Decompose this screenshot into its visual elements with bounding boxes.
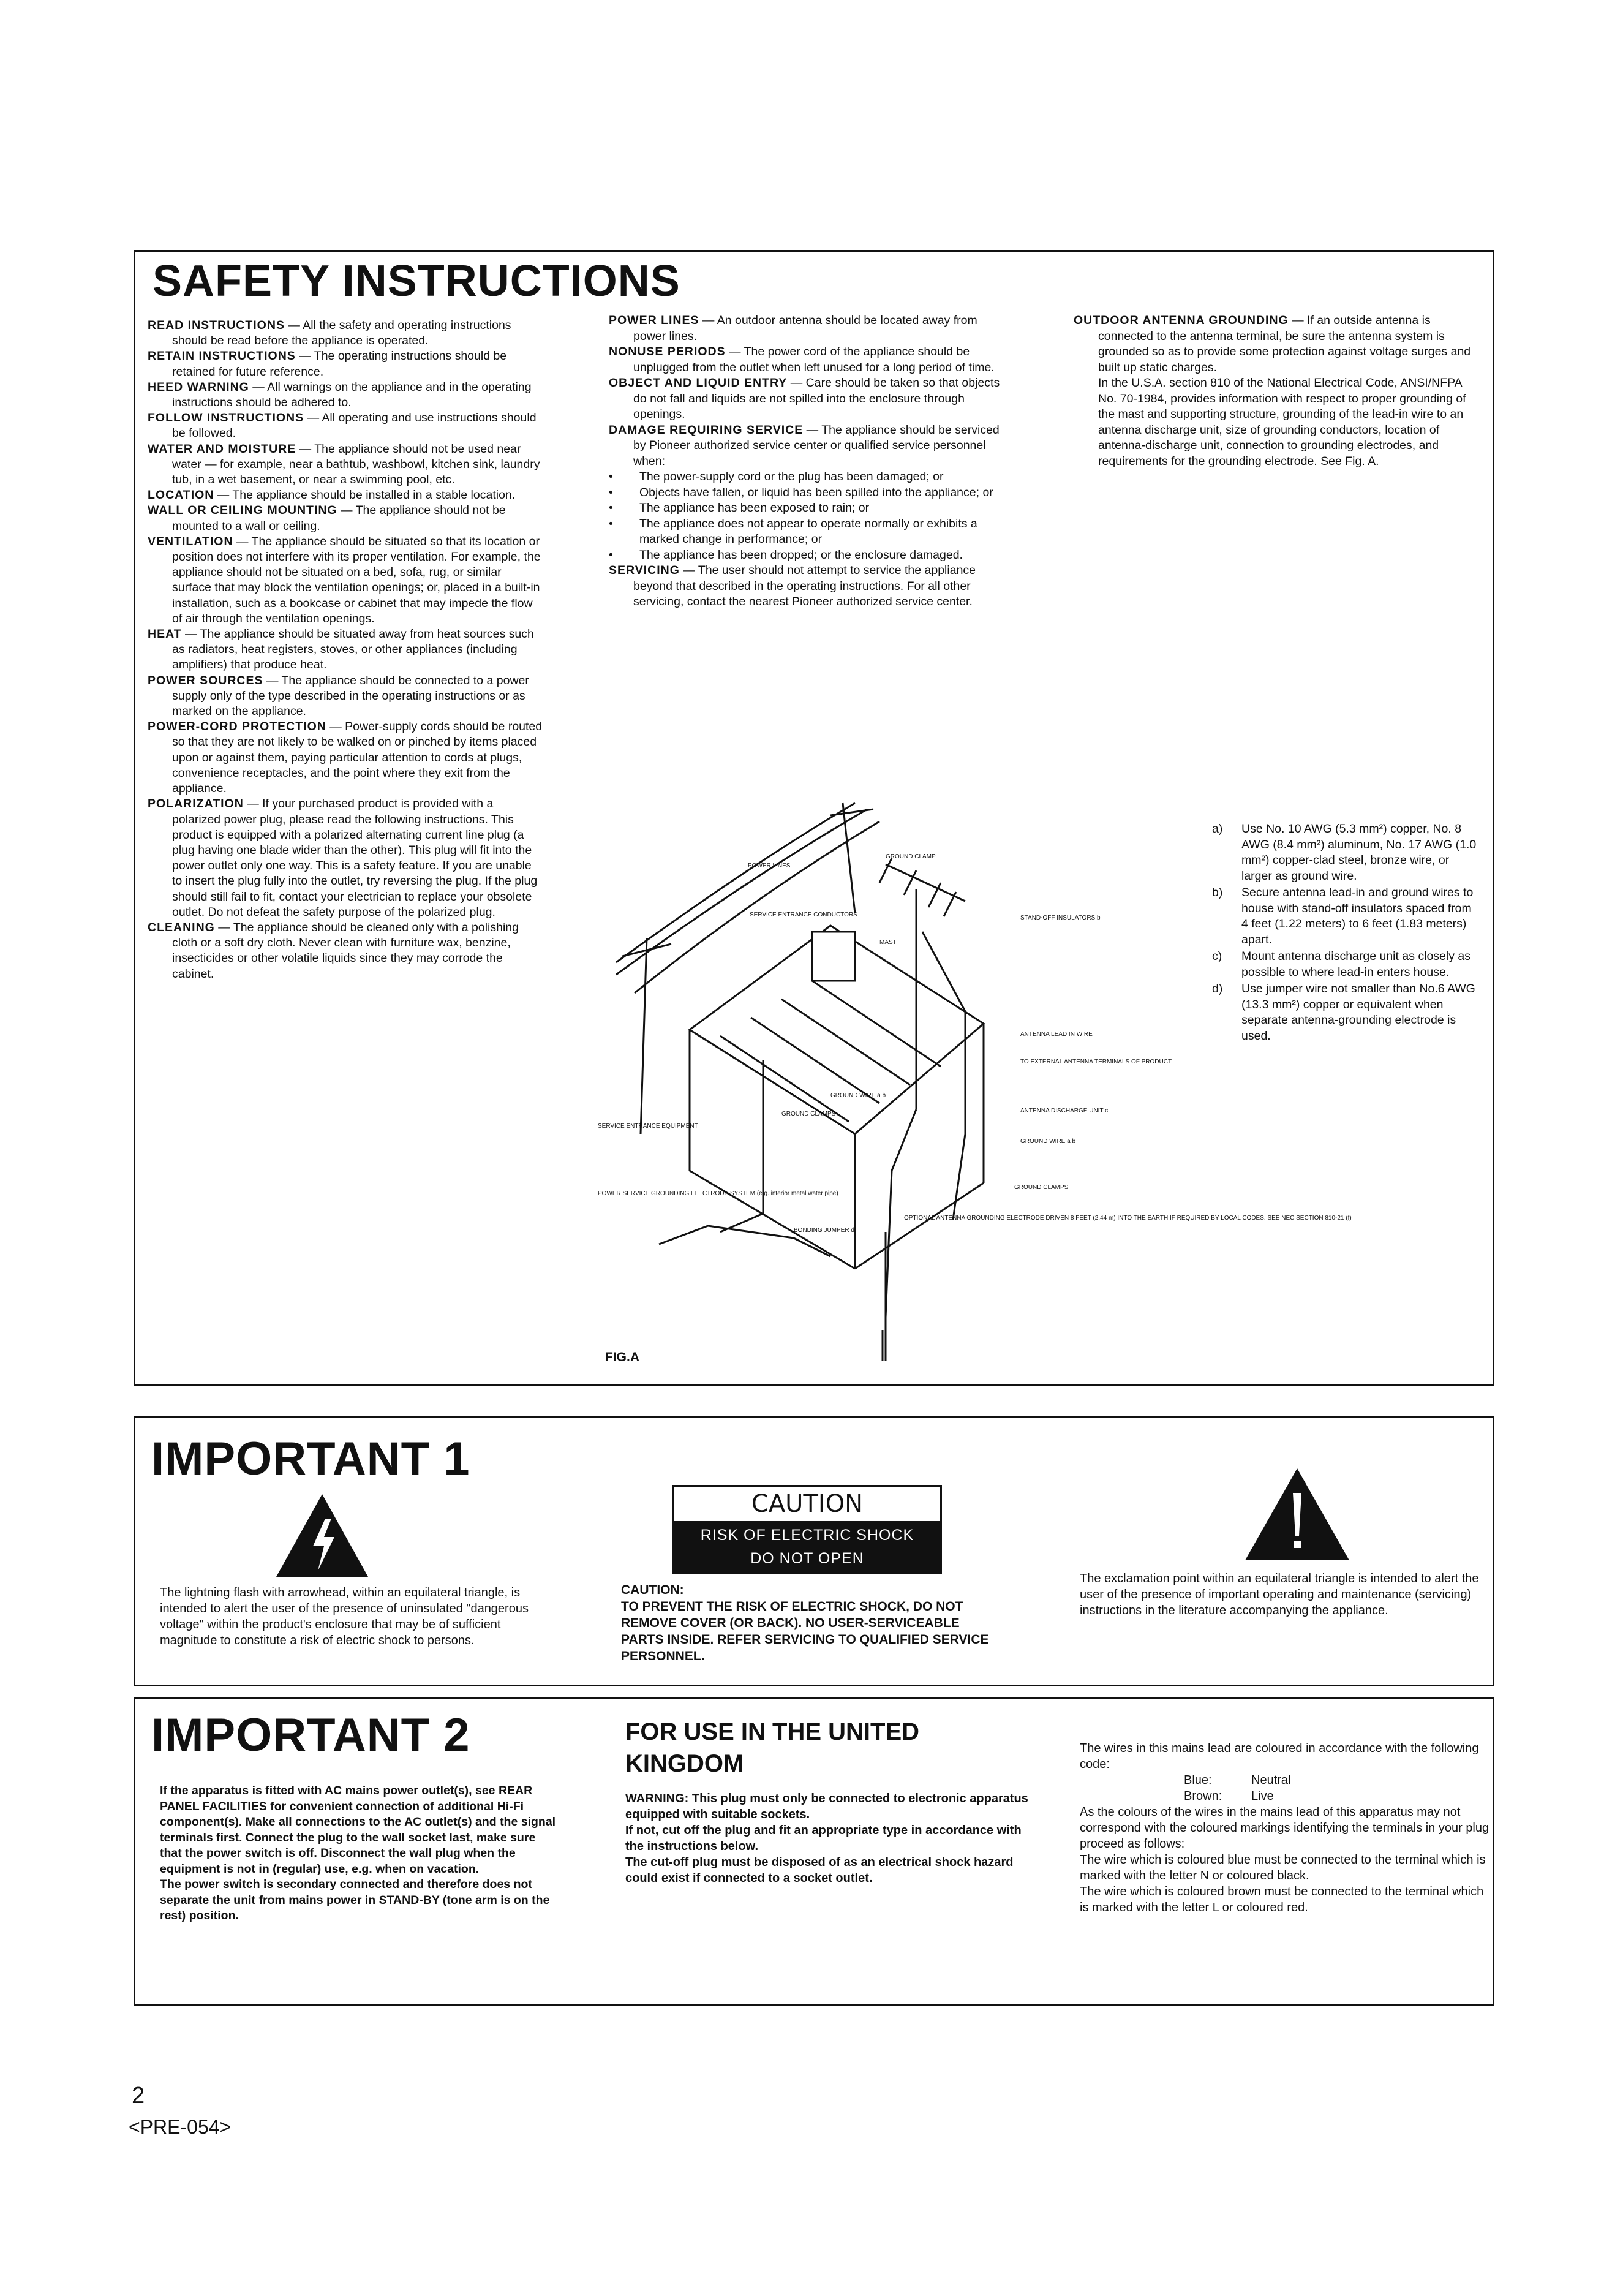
safety-instructions-box (134, 250, 1494, 1386)
label-service-equipment: SERVICE ENTRANCE EQUIPMENT (598, 1123, 698, 1130)
label-ground-wire-1: GROUND WIRE a b (830, 1092, 886, 1099)
entry-wall: WALL OR CEILING MOUNTING — The appliance should not be mounted to a wall or ceiling. (148, 504, 506, 533)
entry-nec-text: In the U.S.A. section 810 of the National Electrical Code, ANSI/NFPA No. 70-1984, provides information with respect to proper grounding of the mast and supporting structure, grounding of the lead-in wire to an antenna discharge unit, size of grounding conductors, location of antenna-discharge unit, connection to grounding electrodes, and requirements for the grounding electrode. See Fig. A. (1098, 376, 1466, 468)
entry-servicing: SERVICING — The user should not attempt to service the appliance beyond that described in the operating instructions. For all other servicing, contact the nearest Pioneer authorized service center. (609, 564, 976, 608)
safety-column-2 (609, 313, 1001, 610)
safety-column-1 (148, 318, 543, 982)
document-code: <PRE-054> (129, 2116, 232, 2138)
power-switch-paragraph: The power switch is secondary connected and therefore does not separate the unit from mains power in STAND-BY (tone arm is on the rest) position. (160, 1878, 550, 1922)
caution-label-title: CAUTION (751, 1490, 864, 1518)
important-1-box (134, 1416, 1494, 1686)
caution-label-line2: DO NOT OPEN (750, 1550, 864, 1567)
uk-title: FOR USE IN THE UNITED KINGDOM (625, 1718, 920, 1777)
safety-title: SAFETY INSTRUCTIONS (153, 257, 680, 306)
wire-brown: Brown: Live (1184, 1789, 1274, 1803)
label-to-external: TO EXTERNAL ANTENNA TERMINALS OF PRODUCT (1020, 1059, 1172, 1065)
page-number: 2 (132, 2083, 145, 2109)
label-optional-electrode: OPTIONAL ANTENNA GROUNDING ELECTRODE DRIVEN 8 FEET (2.44 m) INTO THE EARTH IF REQUIRED BY LOCAL CODES. SEE NEC SECTION 810-21 (f) (904, 1215, 1352, 1222)
note-a: a) Use No. 10 AWG (5.3 mm²) copper, No. 8 AWG (8.4 mm²) aluminum, No. 17 AWG (1.0 mm²) copper-clad steel, bronze wire, or larger as ground wire. (1212, 822, 1477, 883)
entry-ventilation: VENTILATION — The appliance should be situated so that its location or position does not interfere with its proper ventilation. For example, the appliance should not be situated on a bed, sofa, rug, or similar surface that may block the ventilation openings; or, placed in a built-in installation, such as a bookcase or cabinet that may impede the flow of air through the ventilation openings. (148, 534, 541, 625)
caution-label-line1: RISK OF ELECTRIC SHOCK (700, 1527, 914, 1544)
lightning-text: The lightning flash with arrowhead, within an equilateral triangle, is intended to alert the user of the presence of uninsulated "dangerous voltage" within the product's enclosure that may be of sufficient magnitude to constitute a risk of electric shock to persons. (160, 1586, 529, 1647)
uk-cut-off: If not, cut off the plug and fit an appropriate type in accordance with the instructions below. (625, 1824, 1022, 1853)
entry-heed: HEED WARNING — All warnings on the appliance and in the operating instructions should be adhered to. (148, 380, 532, 410)
bullet-item: • The appliance has been dropped; or the enclosure damaged. (609, 548, 963, 562)
exclamation-text: The exclamation point within an equilateral triangle is intended to alert the user of the presence of important operating and maintenance (servicing) instructions in the literature accompanying the appliance. (1080, 1572, 1479, 1617)
important-2-title: IMPORTANT 2 (151, 1709, 470, 1761)
important-2-left (160, 1783, 558, 1924)
entry-read: READ INSTRUCTIONS — All the safety and operating instructions should be read before the appliance is operated. (148, 319, 511, 348)
entry-power-sources: POWER SOURCES — The appliance should be connected to a power supply only of the type described in the operating instructions or as marked on the appliance. (148, 673, 529, 719)
entry-location: LOCATION — The appliance should be installed in a stable location. (148, 488, 516, 502)
uk-dispose: The cut-off plug must be disposed of as an electrical shock hazard could exist if connected to a socket outlet. (625, 1856, 1014, 1885)
caution-body: TO PREVENT THE RISK OF ELECTRIC SHOCK, DO NOT REMOVE COVER (OR BACK). NO USER-SERVICEABLE PARTS INSIDE. REFER SERVICING TO QUALIFIED SERVICE PERSONNEL. (621, 1599, 989, 1663)
entry-water: WATER AND MOISTURE — The appliance should not be used near water — for example, near a bathtub, washbowl, kitchen sink, laundry tub, in a wet basement, or near a swimming pool, etc. (148, 442, 540, 487)
entry-outdoor-grounding: OUTDOOR ANTENNA GROUNDING — If an outside antenna is connected to the antenna terminal, be sure the antenna system is grounded so as to provide some protection against voltage surges and built up static charges. (1074, 314, 1471, 374)
uk-warning: WARNING: This plug must only be connected to electronic apparatus equipped with suitable sockets. (625, 1792, 1028, 1821)
entry-object-liquid: OBJECT AND LIQUID ENTRY — Care should be taken so that objects do not fall and liquids are not spilled into the enclosure through openings. (609, 376, 1000, 421)
safety-column-3 (1074, 313, 1472, 469)
wires-section (1080, 1740, 1490, 1916)
important-2-box (134, 1697, 1494, 2006)
wires-intro: The wires in this mains lead are coloured in accordance with the following code: (1080, 1742, 1479, 1771)
caution-text (621, 1582, 1001, 1664)
label-power-lines: POWER LINES (748, 863, 791, 869)
important-1-title: IMPORTANT 1 (151, 1433, 470, 1485)
label-ground-wire-2: GROUND WIRE a b (1020, 1138, 1076, 1145)
lightning-triangle-icon (276, 1494, 368, 1577)
bullet-item: • The appliance has been exposed to rain; or (609, 501, 870, 515)
label-bonding: BONDING JUMPER d (794, 1227, 854, 1234)
label-mast: MAST (879, 939, 897, 946)
entry-cleaning: CLEANING — The appliance should be cleaned only with a polishing cloth or a soft dry cloth. Never clean with furniture wax, benzine, insecticides or other volatile liquids since they may corrode the cabinet. (148, 920, 519, 981)
bullet-item: • Objects have fallen, or liquid has been spilled into the appliance; or (609, 485, 993, 499)
grounding-notes (1212, 821, 1482, 1045)
label-power-service: POWER SERVICE GROUNDING ELECTRODE SYSTEM (e.g. interior metal water pipe) (598, 1190, 838, 1197)
caution-label (672, 1485, 942, 1574)
entry-retain: RETAIN INSTRUCTIONS — The operating instructions should be retained for future reference. (148, 349, 507, 379)
wires-note: As the colours of the wires in the mains lead of this apparatus may not correspond with the coloured markings identifying the terminals in your plug proceed as follows: (1080, 1805, 1489, 1851)
outlet-paragraph: If the apparatus is fitted with AC mains power outlet(s), see REAR PANEL FACILITIES for convenient connection of additional Hi-Fi component(s). Make all connections to the AC outlet(s) and the signal terminals first. Connect the plug to the wall socket last, make sure that the power switch is off. Disconnect the wall plug when the equipment is not in (regular) use, e.g. when on vacation. (160, 1784, 556, 1876)
note-b: b) Secure antenna lead-in and ground wires to house with stand-off insulators spaced from 4 feet (1.22 meters) to 6 feet (1.83 meters) apart. (1212, 886, 1474, 946)
label-ground-clamps-1: GROUND CLAMPS (781, 1111, 836, 1117)
entry-follow: FOLLOW INSTRUCTIONS — All operating and use instructions should be followed. (148, 411, 537, 440)
entry-power-cord: POWER-CORD PROTECTION — Power-supply cords should be routed so that they are not likely to be walked on or pinched by items placed upon or against them, paying particular attention to cords at plugs, convenience receptacles, and the point where they exit from the appliance. (148, 720, 543, 796)
label-ground-clamps-2: GROUND CLAMPS (1014, 1184, 1069, 1191)
label-standoff: STAND-OFF INSULATORS b (1020, 915, 1101, 921)
label-ground-clamp: GROUND CLAMP (886, 853, 936, 860)
entry-polarization: POLARIZATION — If your purchased product is provided with a polarized power plug, please read the following instructions. This product is equipped with a polarized alternating current line plug (a plug having one blade wider than the other). This plug will fit into the power outlet only one way. This is a safety feature. If you are unable to insert the plug fully into the outlet, try reversing the plug. If the plug should still fail to fit, contact your electrician to replace your obsolete outlet. Do not defeat the safety purpose of the polarized plug. (148, 797, 538, 919)
label-service-entrance: SERVICE ENTRANCE CONDUCTORS (750, 912, 857, 918)
entry-nonuse: NONUSE PERIODS — The power cord of the appliance should be unplugged from the outlet when left unused for a long period of time. (609, 345, 995, 374)
bullet-item: • The power-supply cord or the plug has been damaged; or (609, 470, 944, 483)
entry-power-lines: POWER LINES — An outdoor antenna should be located away from power lines. (609, 314, 977, 343)
wire-blue-rule: The wire which is coloured blue must be connected to the terminal which is marked with the letter N or coloured black. (1080, 1853, 1486, 1882)
wire-brown-rule: The wire which is coloured brown must be connected to the terminal which is marked with the letter L or coloured red. (1080, 1885, 1484, 1914)
label-discharge-unit: ANTENNA DISCHARGE UNIT c (1020, 1108, 1109, 1114)
label-lead-in: ANTENNA LEAD IN WIRE (1020, 1031, 1093, 1038)
entry-heat: HEAT — The appliance should be situated away from heat sources such as radiators, heat registers, stoves, or other appliances (including amplifiers) that produce heat. (148, 627, 534, 672)
bullet-item: • The appliance does not appear to operate normally or exhibits a marked change in performance; or (609, 516, 977, 546)
exclamation-triangle-icon (1245, 1468, 1349, 1560)
entry-damage: DAMAGE REQUIRING SERVICE — The appliance should be serviced by Pioneer authorized service center or qualified service personnel when: (609, 423, 1000, 468)
note-d: d) Use jumper wire not smaller than No.6 AWG (13.3 mm²) copper or equivalent when separate antenna-grounding electrode is used. (1212, 982, 1475, 1043)
wire-blue: Blue: Neutral (1184, 1773, 1291, 1787)
note-c: c) Mount antenna discharge unit as closely as possible to where lead-in enters house. (1212, 950, 1470, 979)
caution-heading: CAUTION: (621, 1583, 684, 1597)
fig-a-label: FIG.A (605, 1350, 639, 1364)
uk-section (625, 1716, 1030, 1886)
